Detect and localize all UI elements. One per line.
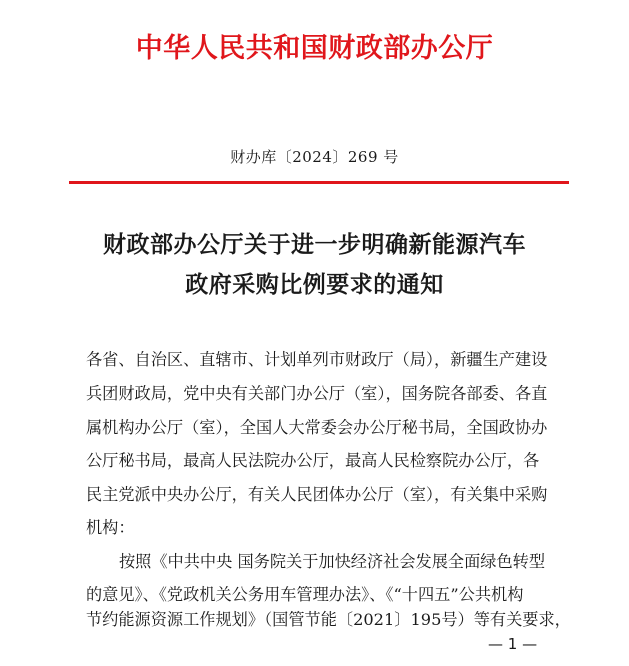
- document-number: 财办库〔2024〕269 号: [230, 148, 399, 166]
- document-title-line-1: 财政部办公厅关于进一步明确新能源汽车: [103, 231, 526, 258]
- red-separator-line: [69, 181, 569, 184]
- issuing-authority-header: 中华人民共和国财政部办公厅: [135, 33, 494, 64]
- body-paragraph-line: 节约能源资源工作规划》（国管节能〔2021〕195号）等有关要求，: [86, 610, 571, 629]
- addressee-line: 各省、自治区、直辖市、计划单列市财政厅（局），新疆生产建设: [86, 350, 548, 369]
- body-paragraph-line: 按照《中共中央 国务院关于加快经济社会发展全面绿色转型: [119, 552, 546, 571]
- addressee-line: 兵团财政局，党中央有关部门办公厅（室），国务院各部委、各直: [86, 384, 548, 403]
- addressee-line: 公厅秘书局，最高人民法院办公厅，最高人民检察院办公厅，各: [86, 451, 540, 470]
- addressee-line: 属机构办公厅（室），全国人大常委会办公厅秘书局，全国政协办: [86, 418, 548, 437]
- addressee-line: 机构：: [86, 518, 135, 537]
- page-number: — 1 —: [488, 635, 538, 653]
- document-title-line-2: 政府采购比例要求的通知: [185, 271, 444, 298]
- body-paragraph-line: 的意见》、《党政机关公务用车管理办法》、《“十四五”公共机构: [86, 585, 524, 604]
- addressee-line: 民主党派中央办公厅，有关人民团体办公厅（室），有关集中采购: [86, 485, 548, 504]
